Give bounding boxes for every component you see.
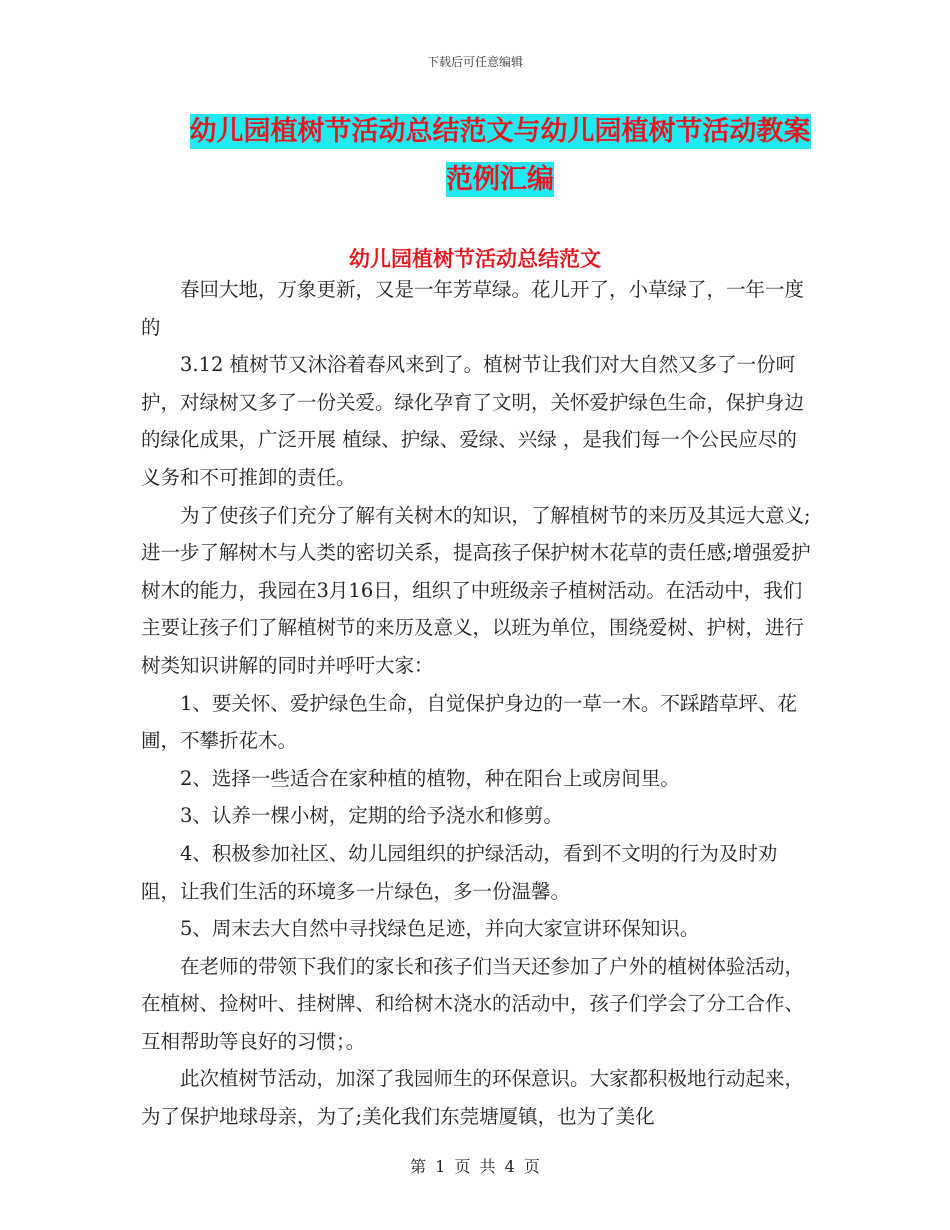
header-note: 下载后可任意编辑 [426,55,523,69]
paragraph: 4、积极参加社区、幼儿园组织的护绿活动，看到不文明的行为及时劝阻，让我们生活的环境多一片绿色，多一份温馨。 [141,841,778,903]
document-title-line2: 范例汇编 [446,164,554,195]
paragraph: 2、选择一些适合在家种植的植物，种在阳台上或房间里。 [180,766,680,790]
paragraph: 3.12 植树节又沐浴着春风来到了。植树节让我们对大自然又多了一份呵护，对绿树又多了一份关爱。绿化孕育了文明，关怀爱护绿色生命，保护身边的绿化成果，广泛开展 植绿、护绿、爱绿、兴绿 ，是我们每一个公民应尽的义务和不可推卸的责任。 [141,353,805,489]
document-title [160,108,840,204]
document-title-line1: 幼儿园植树节活动总结范文与幼儿园植树节活动教案 [189,116,811,147]
paragraph: 春回大地，万象更新，又是一年芳草绿。花儿开了，小草绿了，一年一度的 [141,278,805,339]
paragraph: 3、认养一棵小树，定期的给予浇水和修剪。 [180,804,563,828]
paragraph: 5、周末去大自然中寻找绿色足迹，并向大家宣讲环保知识。 [180,917,700,941]
paragraph: 在老师的带领下我们的家长和孩子们当天还参加了户外的植树体验活动，在植树、捡树叶、挂树牌、和给树木浇水的活动中，孩子们学会了分工合作、互相帮助等良好的习惯；。 [141,954,805,1053]
section-title: 幼儿园植树节活动总结范文 [349,247,601,271]
paragraph: 1、要关怀、爱护绿色生命，自觉保护身边的一草一木。不踩踏草坪、花圃，不攀折花木。 [141,691,797,753]
page-number: 第 1 页 共 4 页 [410,1157,540,1176]
paragraph: 此次植树节活动，加深了我园师生的环保意识。大家都积极地行动起来，为了保护地球母亲，为了;美化我们东莞塘厦镇，也为了美化 [141,1067,805,1129]
body-text [141,271,813,1136]
paragraph: 为了使孩子们充分了解有关树木的知识，了解植树节的来历及其远大意义;进一步了解树木与人类的密切关系，提高孩子保护树木花草的责任感;增强爱护树木的能力，我园在3月16日，组织了中班级亲子植树活动。在活动中，我们主要让孩子们了解植树节的来历及意义，以班为单位，围绕爱树、护树，进行树类知识讲解的同时并呼吁大家： [141,503,811,677]
